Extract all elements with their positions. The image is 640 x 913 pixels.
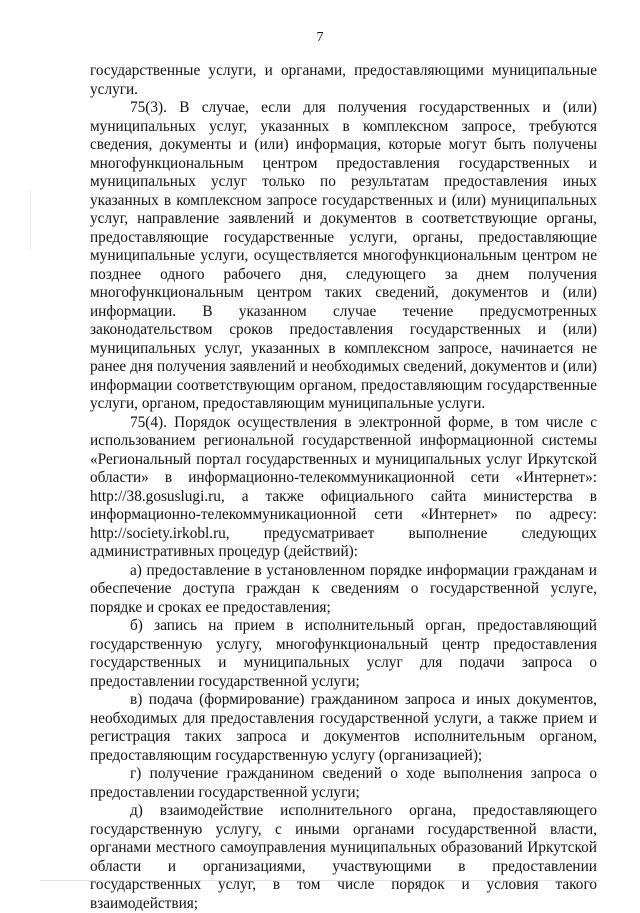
paragraph-75-4: 75(4). Порядок осуществления в электронной форме, в том числе с использованием региональной государственной информационной системы «Региональный портал государственных и муниципальных услуг Иркутской области» в информационно-телекоммуникационной сети «Интернет»: http://38.gosuslugi.ru, а также официального сайта министерства в информационно-телекоммуникационной сети «Интернет» по адресу: http://society.irkobl.ru, предусматривает выполнение следующих административных процедур (действий): xyxy=(90,413,597,560)
paragraph-continuation: государственные услуги, и органами, предоставляющими муниципальные услуги. xyxy=(90,62,597,98)
list-item-g: г) получение гражданином сведений о ходе выполнения запроса о предоставлении государственной услуги; xyxy=(90,765,597,801)
page-number: 7 xyxy=(316,30,324,45)
list-item-v: в) подача (формирование) гражданином запроса и иных документов, необходимых для предоставления государственной услуги, а также прием и регистрация таких запроса и документов исполнительным органом, предоставляющим государственную услугу (организацией); xyxy=(90,691,597,764)
list-item-b: б) запись на прием в исполнительный орган, предоставляющий государственную услугу, многофункциональный центр предоставления государственных и муниципальных услуг для подачи запроса о предоставлении государственной услуги; xyxy=(90,617,597,690)
paragraph-75-3: 75(3). В случае, если для получения государственных и (или) муниципальных услуг, указанных в комплексном запросе, требуются сведения, документы и (или) информация, которые могут быть получены многофункциональным центром предоставления государственных и муниципальных услуг только по результатам предоставления иных указанных в комплексном запросе государственных и (или) муниципальных услуг, направление заявлений и документов в соответствующие органы, предоставляющие государственные услуги, органы, предоставляющие муниципальные услуги, осуществляется многофункциональным центром не позднее одного рабочего дня, следующего за днем получения многофункциональным центром таких сведений, документов и (или) информации. В указанном случае течение предусмотренных законодательством сроков предоставления государственных и (или) муниципальных услуг, указанных в комплексном запросе, начинается не ранее дня получения заявлений и необходимых сведений, документов и (или) информации соответствующим органом, предоставляющим государственные услуги, органом, предоставляющим муниципальные услуги. xyxy=(90,99,597,412)
list-item-a: а) предоставление в установленном порядке информации гражданам и обеспечение доступа граждан к сведениям о государственной услуге, порядке и сроках ее предоставления; xyxy=(90,561,597,616)
scan-artifact-mark xyxy=(30,190,31,250)
scan-edge-line xyxy=(40,880,600,881)
document-body xyxy=(90,62,597,913)
list-item-d: д) взаимодействие исполнительного органа, предоставляющего государственную услугу, с иными органами государственной власти, органами местного самоуправления муниципальных образований Иркутской области и организациями, участвующими в предоставлении государственных услуг, в том числе порядок и условия такого взаимодействия; xyxy=(90,802,597,912)
